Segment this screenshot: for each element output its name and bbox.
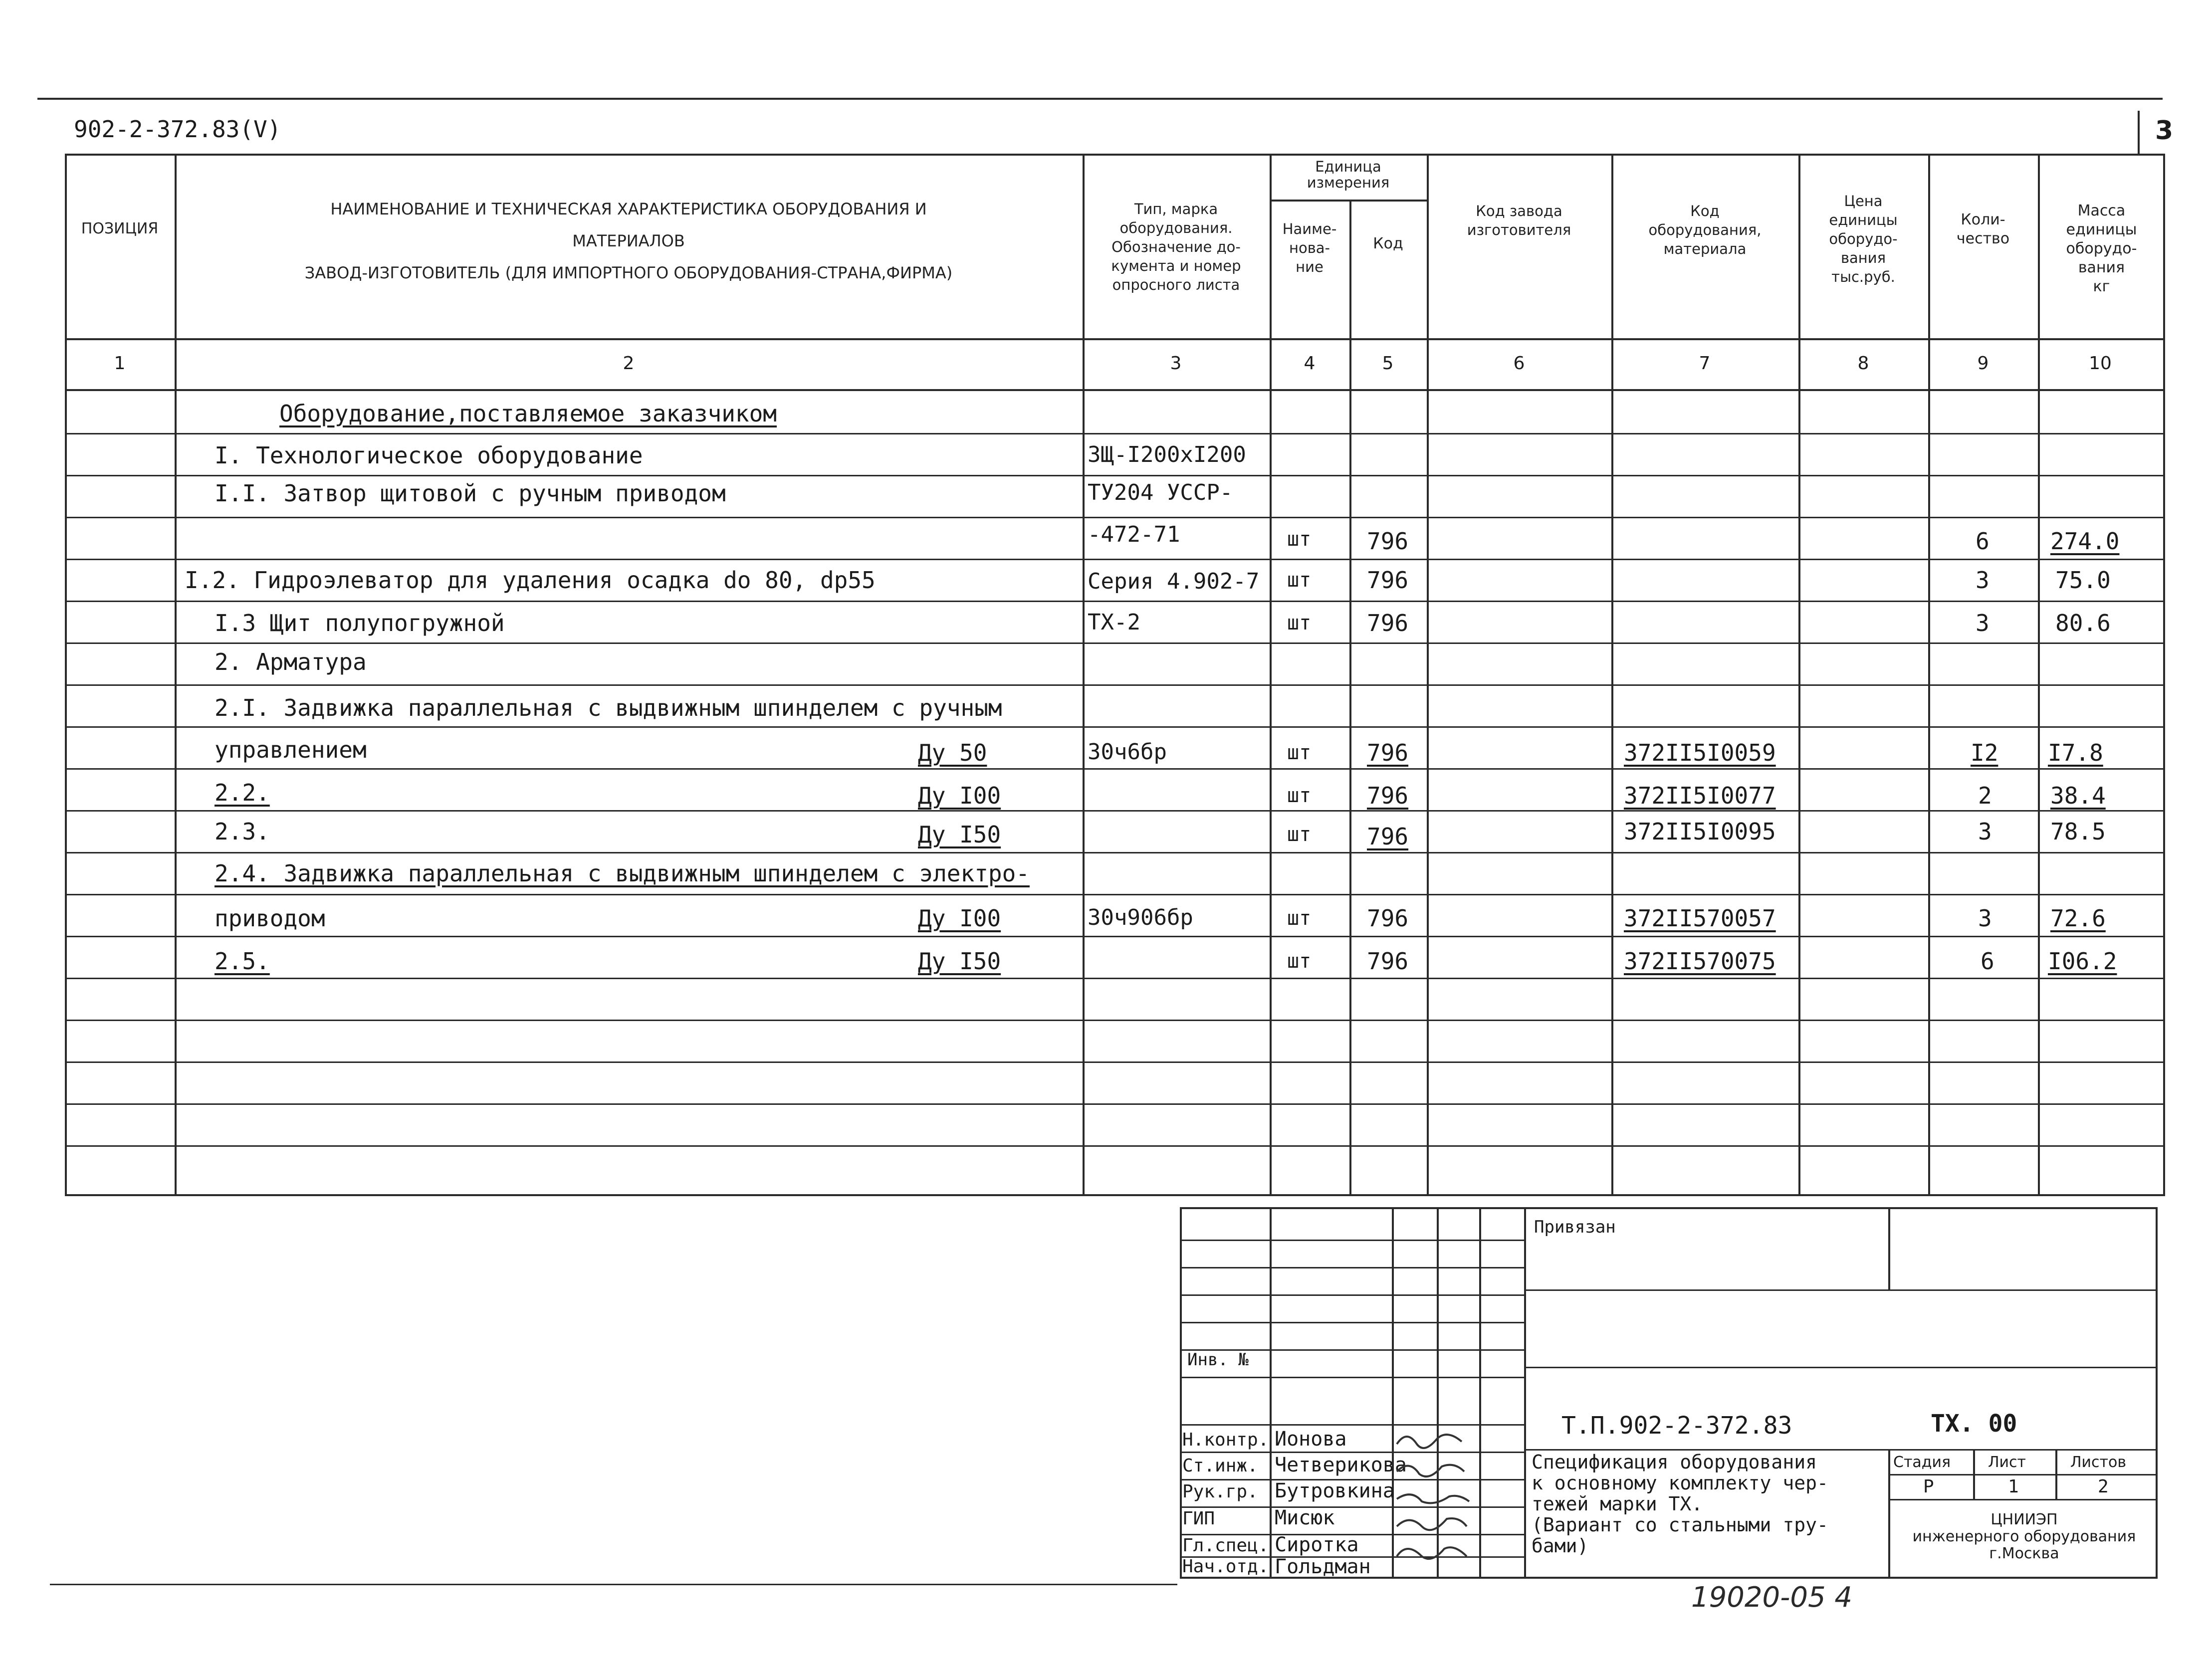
- sheet-number: 3: [2155, 116, 2174, 146]
- row-unit-code: 796: [1367, 610, 1409, 636]
- colnum-1: 1: [114, 353, 126, 374]
- role-name: Ионова: [1275, 1428, 1347, 1451]
- row-line: [65, 1145, 2165, 1147]
- tb-privyazan-divider: [1888, 1207, 1890, 1289]
- tb-line: [1524, 1367, 2158, 1368]
- row-unit-code: 796: [1367, 567, 1409, 594]
- doc-mark: ТХ. 00: [1931, 1410, 2017, 1438]
- row-du: Ду 50: [918, 739, 987, 766]
- row-type: Серия 4.902-7: [1088, 569, 1260, 594]
- col-line-3: [1270, 154, 1272, 1196]
- row-line: [65, 1020, 2165, 1021]
- header-bottom-line: [65, 338, 2165, 340]
- row-name: управлением: [215, 736, 367, 763]
- header-price: Цена единицы оборудо- вания тыс.руб.: [1829, 193, 1898, 285]
- role-name: Сиротка: [1275, 1533, 1359, 1556]
- row-type: -472-71: [1088, 522, 1180, 547]
- tb-row: [1180, 1294, 1524, 1296]
- row-unit-code: 796: [1367, 823, 1409, 850]
- role-name: Бутровкина: [1275, 1479, 1395, 1502]
- stage-label: Стадия: [1893, 1454, 1951, 1471]
- row-type: ЗЩ-I200xI200: [1088, 442, 1246, 467]
- row-name: I.I. Затвор щитовой с ручным приводом: [215, 480, 726, 507]
- colnum-8: 8: [1857, 353, 1869, 374]
- role-label: Гл.спец.: [1182, 1535, 1269, 1556]
- header-unit-group: Единица измерения: [1307, 158, 1390, 191]
- spec-table-frame: [65, 154, 2165, 1196]
- row-line: [65, 768, 2165, 770]
- row-qty: 3: [1976, 610, 1990, 636]
- row-name: 2.4. Задвижка параллельная с выдвижным шпинделем с электро-: [215, 860, 1030, 887]
- row-equip-code: 372II5I0077: [1624, 782, 1776, 809]
- role-name: Мисюк: [1275, 1506, 1335, 1529]
- row-line: [65, 978, 2165, 979]
- row-line: [65, 642, 2165, 644]
- row-name: 2.5.: [215, 948, 270, 975]
- row-unit: шт: [1287, 823, 1312, 846]
- row-type: 30ч906бр: [1088, 905, 1193, 930]
- header-type: Тип, марка оборудования. Обозначение до- кумента и номер опросного листа: [1111, 201, 1241, 293]
- row-name: приводом: [215, 905, 325, 932]
- role-label: Рук.гр.: [1182, 1481, 1258, 1502]
- signatures: [1392, 1424, 1482, 1574]
- row-mass: 72.6: [2050, 905, 2106, 932]
- role-name: Гольдман: [1275, 1555, 1371, 1578]
- row-name: 2.I. Задвижка параллельная с выдвижным шпинделем с ручным: [215, 694, 1002, 721]
- tb-row: [1180, 1267, 1524, 1268]
- unit-group-line: [1270, 200, 1427, 202]
- privyazan-label: Привязан: [1534, 1217, 1616, 1237]
- colnum-9: 9: [1977, 353, 1989, 374]
- colnum-5: 5: [1382, 353, 1394, 374]
- row-line: [65, 1103, 2165, 1105]
- row-line: [65, 433, 2165, 434]
- header-name-line3: ЗАВОД-ИЗГОТОВИТЕЛЬ (ДЛЯ ИМПОРТНОГО ОБОРУДОВАНИЯ-СТРАНА,ФИРМА): [304, 263, 953, 282]
- row-name: 2. Арматура: [215, 648, 367, 675]
- row-mass: I7.8: [2048, 739, 2103, 766]
- col-line-2: [1083, 154, 1085, 1196]
- row-unit: шт: [1287, 907, 1312, 930]
- colnum-6: 6: [1513, 353, 1525, 374]
- row-unit: шт: [1287, 612, 1312, 634]
- col-line-1: [175, 154, 177, 1196]
- row-mass: 38.4: [2050, 782, 2106, 809]
- tb-row: [1180, 1322, 1524, 1323]
- row-line: [65, 852, 2165, 853]
- header-equip-code: Код оборудования, материала: [1648, 203, 1762, 257]
- row-equip-code: 372II570075: [1624, 948, 1776, 975]
- header-maker-code: Код завода изготовителя: [1467, 203, 1571, 238]
- tb-stage-line: [1888, 1499, 2158, 1500]
- row-unit: шт: [1287, 784, 1312, 807]
- row-name: 2.3.: [215, 818, 270, 845]
- numbers-bottom-line: [65, 389, 2165, 391]
- row-line: [65, 684, 2165, 686]
- archive-note: 19020-05 4: [1691, 1581, 1853, 1614]
- row-name: I.2. Гидроэлеватор для удаления осадка do 80, dp55: [185, 567, 876, 594]
- row-du: Ду I50: [918, 821, 1001, 848]
- header-unit-name: Наиме- нова- ние: [1282, 220, 1337, 275]
- colnum-2: 2: [623, 353, 635, 374]
- header-position: ПОЗИЦИЯ: [81, 220, 159, 237]
- row-equip-code: 372II570057: [1624, 905, 1776, 932]
- col-line-4: [1349, 200, 1351, 1196]
- bottom-edge: [50, 1584, 1177, 1585]
- row-line: [65, 517, 2165, 518]
- row-unit-code: 796: [1367, 739, 1409, 766]
- row-qty: 2: [1978, 782, 1992, 809]
- row-unit: шт: [1287, 528, 1312, 551]
- row-mass: 78.5: [2050, 818, 2106, 845]
- row-equip-code: 372II5I0059: [1624, 739, 1776, 766]
- row-line: [65, 810, 2165, 812]
- role-label: Нач.отд.: [1182, 1556, 1269, 1577]
- top-border: [37, 98, 2163, 100]
- doc-number: Т.П.902-2-372.83: [1561, 1412, 1792, 1440]
- tb-row: [1180, 1240, 1524, 1241]
- header-name-line1: НАИМЕНОВАНИЕ И ТЕХНИЧЕСКАЯ ХАРАКТЕРИСТИКА ОБОРУДОВАНИЯ И: [330, 200, 927, 218]
- row-qty: I2: [1971, 739, 1998, 766]
- role-label: Н.контр.: [1182, 1430, 1269, 1450]
- section-title: Оборудование,поставляемое заказчиком: [279, 400, 777, 427]
- col-line-8: [1928, 154, 1930, 1196]
- row-unit: шт: [1287, 569, 1312, 592]
- title-description: Спецификация оборудования к основному комплекту чер- тежей марки ТХ. (Вариант со стальными тру- бами): [1532, 1451, 1828, 1557]
- row-qty: 3: [1976, 567, 1990, 594]
- col-line-7: [1798, 154, 1800, 1196]
- row-qty: 6: [1981, 948, 1994, 975]
- header-mass: Масса единицы оборудо- вания кг: [2066, 202, 2137, 295]
- sheets-label: Листов: [2070, 1454, 2127, 1471]
- row-type: ТХ-2: [1088, 610, 1140, 635]
- inv-label: Инв. №: [1187, 1350, 1249, 1370]
- header-quantity: Коли- чество: [1956, 211, 2010, 247]
- tb-line: [1524, 1449, 2158, 1451]
- col-line-5: [1427, 154, 1429, 1196]
- row-unit-code: 796: [1367, 782, 1409, 809]
- role-label: ГИП: [1182, 1508, 1215, 1529]
- tb-line: [1524, 1289, 2158, 1291]
- sheet-box-divider: [2138, 111, 2140, 155]
- row-line: [65, 894, 2165, 895]
- tb-col: [1270, 1207, 1272, 1579]
- doc-code: 902-2-372.83(V): [74, 116, 281, 143]
- role-name: Четверикова: [1275, 1454, 1407, 1476]
- row-name: I.3 Щит полупогружной: [215, 610, 505, 636]
- tb-row: [1180, 1377, 1524, 1378]
- row-qty: 3: [1978, 905, 1992, 932]
- stage-value: Р: [1923, 1476, 1934, 1497]
- role-label: Ст.инж.: [1182, 1456, 1258, 1476]
- header-name-line2: МАТЕРИАЛОВ: [572, 231, 685, 250]
- col-line-9: [2038, 154, 2040, 1196]
- row-mass: 80.6: [2055, 610, 2111, 636]
- organization: ЦНИИЭП инженерного оборудования г.Москва: [1912, 1511, 2136, 1562]
- row-unit: шт: [1287, 741, 1312, 764]
- tb-stage-line: [1888, 1474, 2158, 1475]
- sheets-value: 2: [2098, 1476, 2109, 1497]
- row-unit-code: 796: [1367, 905, 1409, 932]
- colnum-10: 10: [2089, 353, 2112, 374]
- row-type: ТУ204 УССР-: [1088, 480, 1233, 505]
- row-name: I. Технологическое оборудование: [215, 442, 643, 469]
- tb-col: [1524, 1207, 1526, 1579]
- sheet-value: 1: [2008, 1476, 2019, 1497]
- row-line: [65, 726, 2165, 728]
- row-line: [65, 936, 2165, 937]
- row-name: 2.2.: [215, 779, 270, 806]
- row-line: [65, 475, 2165, 476]
- sheet-label: Лист: [1988, 1454, 2026, 1471]
- row-line: [65, 601, 2165, 602]
- row-du: Ду I00: [918, 905, 1001, 932]
- row-mass: I06.2: [2048, 948, 2117, 975]
- colnum-4: 4: [1304, 353, 1316, 374]
- row-unit: шт: [1287, 950, 1312, 973]
- colnum-7: 7: [1699, 353, 1711, 374]
- row-line: [65, 1061, 2165, 1063]
- tb-desc-divider: [1888, 1449, 1890, 1579]
- header-unit-code: Код: [1373, 235, 1403, 252]
- row-unit-code: 796: [1367, 528, 1409, 555]
- row-equip-code: 372II5I0095: [1624, 818, 1776, 845]
- row-du: Ду I00: [918, 782, 1001, 809]
- row-line: [65, 559, 2165, 560]
- row-qty: 3: [1978, 818, 1992, 845]
- row-type: 30ч6бр: [1088, 739, 1167, 765]
- row-qty: 6: [1976, 528, 1990, 555]
- row-mass: 274.0: [2050, 528, 2120, 555]
- row-unit-code: 796: [1367, 948, 1409, 975]
- row-du: Ду I50: [918, 948, 1001, 975]
- colnum-3: 3: [1170, 353, 1182, 374]
- row-mass: 75.0: [2055, 567, 2111, 594]
- col-line-6: [1611, 154, 1613, 1196]
